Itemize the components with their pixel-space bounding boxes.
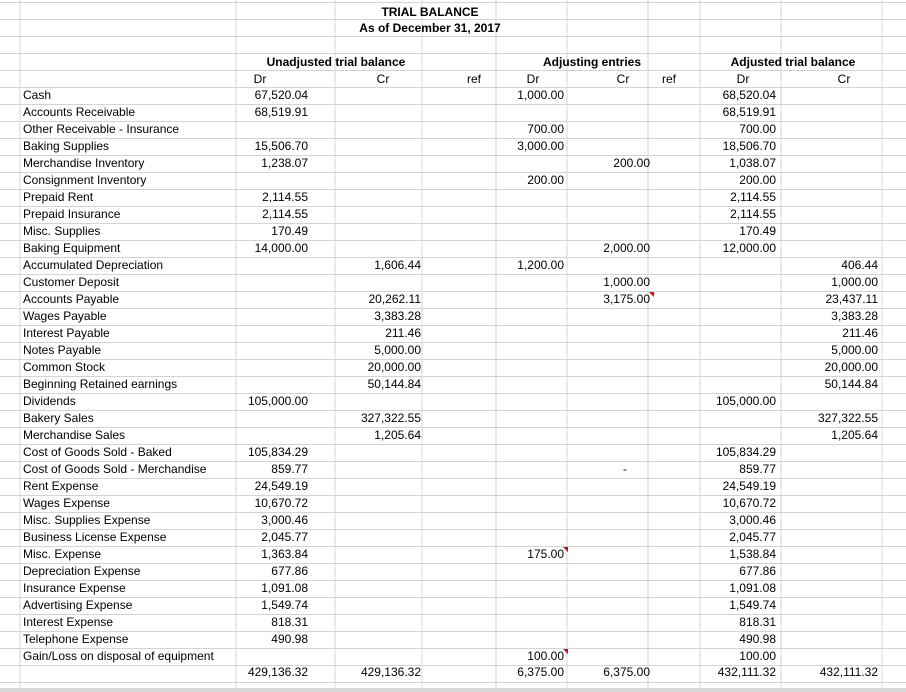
- unadjusted-dr-cell[interactable]: [210, 376, 308, 392]
- adjusting-dr-cell[interactable]: [468, 461, 564, 477]
- adjusted-dr-cell[interactable]: 18,506.70: [722, 139, 776, 153]
- account-label[interactable]: Misc. Expense: [23, 547, 102, 561]
- unadjusted-dr-cell[interactable]: 24,549.19: [254, 479, 308, 493]
- adjusting-dr-cell[interactable]: [468, 614, 564, 630]
- adjusted-cr-cell[interactable]: 50,144.84: [824, 377, 878, 391]
- adjusting-dr-cell[interactable]: 1,200.00: [517, 258, 564, 272]
- adjusting-dr-cell[interactable]: [468, 529, 564, 545]
- adjusting-dr-cell[interactable]: 3,000.00: [517, 139, 564, 153]
- account-label[interactable]: Telephone Expense: [23, 632, 129, 646]
- sheet-subtitle: As of December 31, 2017: [359, 21, 501, 35]
- account-label[interactable]: Beginning Retained earnings: [23, 377, 178, 391]
- adjusting-cr-cell[interactable]: [554, 614, 650, 630]
- adjusted-cr-cell[interactable]: 23,437.11: [825, 292, 878, 306]
- unadjusted-dr-cell[interactable]: 3,000.46: [261, 513, 308, 527]
- total-unadjusted-cr[interactable]: 429,136.32: [360, 665, 421, 679]
- adjusted-cr-cell[interactable]: 1,000.00: [831, 275, 878, 289]
- unadjusted-cr-cell[interactable]: [322, 529, 421, 545]
- adjusted-dr-cell[interactable]: 1,549.74: [729, 598, 776, 612]
- unadjusted-dr-cell[interactable]: 2,114.55: [262, 207, 308, 221]
- account-label[interactable]: Bakery Sales: [23, 411, 94, 425]
- adjusted-cr-cell[interactable]: [780, 87, 878, 103]
- adjusted-dr-cell[interactable]: [680, 376, 776, 392]
- total-adjusting-dr[interactable]: 6,375.00: [517, 665, 564, 679]
- adjusted-cr-cell[interactable]: 211.46: [842, 326, 878, 340]
- account-label[interactable]: Misc. Supplies Expense: [23, 513, 151, 527]
- unadjusted-cr-cell[interactable]: [322, 206, 421, 222]
- unadjusted-dr-cell[interactable]: [210, 121, 308, 137]
- account-label[interactable]: Advertising Expense: [23, 598, 133, 612]
- adjusting-cr-cell[interactable]: [554, 104, 650, 120]
- adjusting-dr-cell[interactable]: [468, 359, 564, 375]
- adjusting-cr-cell[interactable]: [554, 495, 650, 511]
- unadjusted-cr-cell[interactable]: [322, 444, 421, 460]
- header-adjusting: Adjusting entries: [542, 55, 641, 69]
- col-header-adjusted-dr: Dr: [736, 72, 750, 86]
- unadjusted-dr-cell[interactable]: 2,045.77: [261, 530, 308, 544]
- adjusting-cr-cell[interactable]: [554, 597, 650, 613]
- adjusting-cr-cell[interactable]: [554, 359, 650, 375]
- unadjusted-cr-cell[interactable]: [322, 495, 421, 511]
- adjusted-dr-cell[interactable]: 700.00: [739, 122, 776, 136]
- unadjusted-cr-cell[interactable]: [322, 597, 421, 613]
- unadjusted-dr-cell[interactable]: 10,670.72: [254, 496, 308, 510]
- sheet-bottom-edge: [0, 688, 906, 692]
- adjusted-dr-cell[interactable]: [680, 257, 776, 273]
- adjusting-dr-cell[interactable]: [468, 478, 564, 494]
- adjusting-cr-cell[interactable]: [554, 189, 650, 205]
- unadjusted-cr-cell[interactable]: 211.46: [385, 326, 421, 340]
- adjusted-dr-cell[interactable]: 3,000.46: [729, 513, 776, 527]
- adjusting-dr-cell[interactable]: [468, 308, 564, 324]
- unadjusted-cr-cell[interactable]: [322, 614, 421, 630]
- account-label[interactable]: Common Stock: [23, 360, 106, 374]
- adjusted-dr-cell[interactable]: 2,114.55: [730, 207, 776, 221]
- adjusted-cr-cell[interactable]: [780, 206, 878, 222]
- unadjusted-cr-cell[interactable]: [322, 648, 421, 664]
- adjusted-dr-cell[interactable]: 859.77: [739, 462, 776, 476]
- unadjusted-dr-cell[interactable]: 2,114.55: [262, 190, 308, 204]
- unadjusted-cr-cell[interactable]: [322, 631, 421, 647]
- adjusted-cr-cell[interactable]: [780, 529, 878, 545]
- adjusting-cr-cell[interactable]: [554, 478, 650, 494]
- adjusted-dr-cell[interactable]: 200.00: [739, 173, 776, 187]
- adjusted-cr-cell[interactable]: [780, 393, 878, 409]
- adjusted-cr-cell[interactable]: 20,000.00: [824, 360, 878, 374]
- account-label[interactable]: Misc. Supplies: [23, 224, 101, 238]
- total-adjusted-dr[interactable]: 432,111.32: [717, 665, 776, 679]
- adjusted-dr-cell[interactable]: [680, 427, 776, 443]
- adjusting-dash-cell[interactable]: -: [623, 462, 627, 476]
- unadjusted-cr-cell[interactable]: 20,262.11: [368, 292, 421, 306]
- adjusted-cr-cell[interactable]: [780, 461, 878, 477]
- unadjusted-cr-cell[interactable]: 5,000.00: [374, 343, 421, 357]
- account-label[interactable]: Wages Expense: [23, 496, 110, 510]
- adjusted-dr-cell[interactable]: 170.49: [739, 224, 776, 238]
- unadjusted-cr-cell[interactable]: [322, 87, 421, 103]
- unadjusted-dr-cell[interactable]: 68,519.91: [254, 105, 308, 119]
- adjusting-cr-cell[interactable]: [554, 529, 650, 545]
- unadjusted-dr-cell[interactable]: 15,506.70: [254, 139, 308, 153]
- adjusted-cr-cell[interactable]: [780, 172, 878, 188]
- unadjusted-dr-cell[interactable]: [210, 257, 308, 273]
- unadjusted-dr-cell[interactable]: 677.86: [271, 564, 308, 578]
- header-unadjusted: Unadjusted trial balance: [266, 55, 406, 69]
- adjusting-dr-cell[interactable]: [468, 393, 564, 409]
- comment-indicator[interactable]: 100.00: [527, 649, 564, 663]
- unadjusted-dr-cell[interactable]: 859.77: [271, 462, 308, 476]
- adjusted-cr-cell[interactable]: 327,322.55: [817, 411, 878, 425]
- account-label[interactable]: Notes Payable: [23, 343, 102, 357]
- unadjusted-cr-cell[interactable]: [322, 138, 421, 154]
- adjusting-dr-cell[interactable]: [468, 631, 564, 647]
- adjusting-dr-cell[interactable]: [468, 410, 564, 426]
- unadjusted-dr-cell[interactable]: 1,363.84: [261, 547, 308, 561]
- adjusting-cr-cell[interactable]: [554, 393, 650, 409]
- account-label[interactable]: Accounts Payable: [23, 292, 120, 306]
- unadjusted-cr-cell[interactable]: [322, 461, 421, 477]
- adjusting-dr-cell[interactable]: [468, 580, 564, 596]
- adjusted-cr-cell[interactable]: [780, 138, 878, 154]
- unadjusted-cr-cell[interactable]: [322, 274, 421, 290]
- adjusting-cr-cell[interactable]: [554, 444, 650, 460]
- adjusting-dr-cell[interactable]: [468, 444, 564, 460]
- adjusting-dr-cell[interactable]: [468, 325, 564, 341]
- unadjusted-dr-cell[interactable]: 490.98: [271, 632, 308, 646]
- adjusted-dr-cell[interactable]: 105,000.00: [715, 394, 776, 408]
- adjusting-dr-cell[interactable]: [468, 597, 564, 613]
- account-label[interactable]: Cost of Goods Sold - Baked: [23, 445, 172, 459]
- unadjusted-dr-cell[interactable]: 818.31: [271, 615, 308, 629]
- adjusted-cr-cell[interactable]: [780, 104, 878, 120]
- unadjusted-cr-cell[interactable]: [322, 189, 421, 205]
- account-label[interactable]: Cost of Goods Sold - Merchandise: [23, 462, 207, 476]
- unadjusted-cr-cell[interactable]: [322, 155, 421, 171]
- adjusting-cr-cell[interactable]: [554, 138, 650, 154]
- adjusting-cr-cell[interactable]: [554, 325, 650, 341]
- unadjusted-dr-cell[interactable]: [210, 325, 308, 341]
- account-label[interactable]: Customer Deposit: [23, 275, 120, 289]
- unadjusted-dr-cell[interactable]: 1,091.08: [261, 581, 308, 595]
- account-label[interactable]: Baking Equipment: [23, 241, 121, 255]
- unadjusted-cr-cell[interactable]: [322, 546, 421, 562]
- unadjusted-dr-cell[interactable]: 105,000.00: [247, 394, 308, 408]
- col-header-unadjusted-dr: Dr: [253, 72, 267, 86]
- account-label[interactable]: Wages Payable: [23, 309, 107, 323]
- adjusted-cr-cell[interactable]: [780, 563, 878, 579]
- adjusting-cr-cell[interactable]: [554, 546, 650, 562]
- adjusting-cr-cell[interactable]: [554, 461, 650, 477]
- adjusted-dr-cell[interactable]: 24,549.19: [722, 479, 776, 493]
- adjusting-dr-cell[interactable]: [468, 155, 564, 171]
- adjusting-cr-cell[interactable]: [554, 121, 650, 137]
- sheet-title: TRIAL BALANCE: [381, 5, 479, 19]
- unadjusted-dr-cell[interactable]: [210, 172, 308, 188]
- adjusted-dr-cell[interactable]: [680, 410, 776, 426]
- adjusting-dr-cell[interactable]: [468, 376, 564, 392]
- unadjusted-cr-cell[interactable]: [322, 563, 421, 579]
- account-label[interactable]: Interest Expense: [23, 615, 114, 629]
- unadjusted-cr-cell[interactable]: [322, 121, 421, 137]
- adjusting-dr-cell[interactable]: [468, 291, 564, 307]
- adjusted-dr-cell[interactable]: [680, 308, 776, 324]
- account-label[interactable]: Dividends: [23, 394, 76, 408]
- adjusted-dr-cell[interactable]: [680, 359, 776, 375]
- adjusted-cr-cell[interactable]: [780, 631, 878, 647]
- account-label[interactable]: Baking Supplies: [23, 139, 110, 153]
- unadjusted-cr-cell[interactable]: [322, 580, 421, 596]
- account-label[interactable]: Gain/Loss on disposal of equipment: [23, 649, 214, 663]
- unadjusted-cr-cell[interactable]: [322, 512, 421, 528]
- adjusted-dr-cell[interactable]: 490.98: [739, 632, 776, 646]
- adjusted-cr-cell[interactable]: [780, 648, 878, 664]
- unadjusted-dr-cell[interactable]: [210, 427, 308, 443]
- adjusted-cr-cell[interactable]: [780, 121, 878, 137]
- unadjusted-cr-cell[interactable]: 327,322.55: [360, 411, 421, 425]
- unadjusted-dr-cell[interactable]: 67,520.04: [254, 88, 308, 102]
- adjusting-cr-cell[interactable]: [554, 580, 650, 596]
- adjusted-cr-cell[interactable]: 406.44: [841, 258, 878, 272]
- comment-indicator[interactable]: 175.00: [527, 547, 564, 561]
- adjusted-cr-cell[interactable]: 1,205.64: [831, 428, 878, 442]
- account-label[interactable]: Other Receivable - Insurance: [23, 122, 180, 136]
- total-adjusted-cr[interactable]: 432,111.32: [819, 665, 878, 679]
- adjusting-cr-cell[interactable]: [554, 512, 650, 528]
- adjusting-cr-cell[interactable]: [554, 648, 650, 664]
- adjusted-cr-cell[interactable]: [780, 546, 878, 562]
- adjusting-dr-cell[interactable]: [468, 563, 564, 579]
- unadjusted-cr-cell[interactable]: 50,144.84: [367, 377, 421, 391]
- adjusting-cr-cell[interactable]: [554, 427, 650, 443]
- unadjusted-dr-cell[interactable]: [210, 342, 308, 358]
- account-label[interactable]: Accumulated Depreciation: [23, 258, 164, 272]
- adjusted-cr-cell[interactable]: [780, 155, 878, 171]
- adjusting-dr-cell[interactable]: [468, 427, 564, 443]
- account-label[interactable]: Accounts Receivable: [23, 105, 136, 119]
- adjusting-dr-cell[interactable]: [468, 546, 564, 562]
- adjusted-dr-cell[interactable]: 1,091.08: [729, 581, 776, 595]
- account-label[interactable]: Interest Payable: [23, 326, 110, 340]
- adjusted-dr-cell[interactable]: 677.86: [739, 564, 776, 578]
- adjusting-cr-cell[interactable]: [554, 410, 650, 426]
- adjusting-cr-cell[interactable]: [554, 291, 650, 307]
- adjusted-dr-cell[interactable]: 68,520.04: [722, 88, 776, 102]
- adjusting-cr-cell[interactable]: 200.00: [613, 156, 650, 170]
- account-label[interactable]: Rent Expense: [23, 479, 99, 493]
- unadjusted-cr-cell[interactable]: [322, 393, 421, 409]
- adjusting-dr-cell[interactable]: 200.00: [527, 173, 564, 187]
- adjusted-dr-cell[interactable]: [680, 325, 776, 341]
- col-header-adjusting-cr: Cr: [616, 72, 630, 86]
- adjusted-dr-cell[interactable]: [680, 342, 776, 358]
- total-unadjusted-dr[interactable]: 429,136.32: [247, 665, 308, 679]
- account-label[interactable]: Business License Expense: [23, 530, 167, 544]
- adjusting-dr-cell[interactable]: [468, 223, 564, 239]
- adjusted-cr-cell[interactable]: [780, 478, 878, 494]
- header-adjusted: Adjusted trial balance: [730, 55, 856, 69]
- adjusted-cr-cell[interactable]: [780, 240, 878, 256]
- adjusting-dr-cell[interactable]: [468, 495, 564, 511]
- total-adjusting-cr[interactable]: 6,375.00: [603, 665, 650, 679]
- adjusted-cr-cell[interactable]: [780, 614, 878, 630]
- adjusted-dr-cell[interactable]: 1,538.84: [729, 547, 776, 561]
- adjusted-dr-cell[interactable]: [680, 274, 776, 290]
- adjusted-cr-cell[interactable]: [780, 223, 878, 239]
- adjusting-dr-cell[interactable]: [468, 240, 564, 256]
- adjusting-dr-cell[interactable]: [468, 206, 564, 222]
- unadjusted-dr-cell[interactable]: [210, 410, 308, 426]
- col-header-ref-2: ref: [661, 72, 676, 86]
- adjusting-dr-cell[interactable]: [468, 274, 564, 290]
- adjusting-cr-cell[interactable]: [554, 206, 650, 222]
- account-label[interactable]: Merchandise Sales: [23, 428, 126, 442]
- adjusting-dr-cell[interactable]: 1,000.00: [517, 88, 564, 102]
- col-header-adjusted-cr: Cr: [837, 72, 851, 86]
- adjusting-cr-cell[interactable]: [554, 172, 650, 188]
- account-label[interactable]: Prepaid Rent: [23, 190, 94, 204]
- account-label[interactable]: Cash: [23, 88, 52, 102]
- unadjusted-cr-cell[interactable]: [322, 172, 421, 188]
- adjusted-cr-cell[interactable]: 5,000.00: [831, 343, 878, 357]
- adjusted-cr-cell[interactable]: [780, 597, 878, 613]
- unadjusted-dr-cell[interactable]: [210, 291, 308, 307]
- adjusted-dr-cell[interactable]: 10,670.72: [722, 496, 776, 510]
- adjusted-cr-cell[interactable]: 3,383.28: [831, 309, 878, 323]
- adjusted-dr-cell[interactable]: 68,519.91: [722, 105, 776, 119]
- unadjusted-dr-cell[interactable]: [210, 274, 308, 290]
- adjusted-dr-cell[interactable]: 100.00: [739, 649, 776, 663]
- unadjusted-cr-cell[interactable]: [322, 223, 421, 239]
- adjusted-cr-cell[interactable]: [780, 495, 878, 511]
- unadjusted-dr-cell[interactable]: [210, 648, 308, 664]
- account-label[interactable]: Depreciation Expense: [23, 564, 141, 578]
- adjusting-cr-cell[interactable]: 2,000.00: [603, 241, 650, 255]
- adjusting-cr-cell[interactable]: [554, 257, 650, 273]
- adjusting-dr-cell[interactable]: [468, 104, 564, 120]
- adjusting-dr-cell[interactable]: [468, 512, 564, 528]
- adjusted-dr-cell[interactable]: 1,038.07: [729, 156, 776, 170]
- adjusting-cr-cell[interactable]: [554, 376, 650, 392]
- adjusting-dr-cell[interactable]: 700.00: [527, 122, 564, 136]
- adjusting-cr-cell[interactable]: [554, 223, 650, 239]
- adjusted-dr-cell[interactable]: 2,045.77: [729, 530, 776, 544]
- adjusted-dr-cell[interactable]: 2,114.55: [730, 190, 776, 204]
- adjusted-cr-cell[interactable]: [780, 512, 878, 528]
- adjusting-cr-cell[interactable]: 1,000.00: [603, 275, 650, 289]
- unadjusted-cr-cell[interactable]: [322, 104, 421, 120]
- unadjusted-cr-cell[interactable]: 3,383.28: [374, 309, 421, 323]
- adjusting-cr-cell[interactable]: [554, 87, 650, 103]
- account-label[interactable]: Insurance Expense: [23, 581, 126, 595]
- unadjusted-cr-cell[interactable]: [322, 478, 421, 494]
- adjusting-dr-cell[interactable]: [468, 189, 564, 205]
- adjusted-cr-cell[interactable]: [780, 189, 878, 205]
- adjusting-cr-cell[interactable]: [554, 563, 650, 579]
- unadjusted-dr-cell[interactable]: [210, 359, 308, 375]
- unadjusted-cr-cell[interactable]: 1,606.44: [374, 258, 421, 272]
- unadjusted-dr-cell[interactable]: 105,834.29: [247, 445, 308, 459]
- adjusted-cr-cell[interactable]: [780, 580, 878, 596]
- adjusted-cr-cell[interactable]: [780, 444, 878, 460]
- unadjusted-cr-cell[interactable]: 1,205.64: [374, 428, 421, 442]
- account-label[interactable]: Merchandise Inventory: [23, 156, 145, 170]
- adjusting-cr-cell[interactable]: [554, 631, 650, 647]
- unadjusted-cr-cell[interactable]: 20,000.00: [367, 360, 421, 374]
- unadjusted-dr-cell[interactable]: 170.49: [271, 224, 308, 238]
- adjusted-dr-cell[interactable]: [680, 291, 776, 307]
- adjusted-dr-cell[interactable]: 12,000.00: [722, 241, 776, 255]
- adjusting-cr-cell[interactable]: [554, 308, 650, 324]
- adjusting-cr-cell[interactable]: [554, 342, 650, 358]
- unadjusted-dr-cell[interactable]: 1,549.74: [261, 598, 308, 612]
- unadjusted-dr-cell[interactable]: 1,238.07: [261, 156, 308, 170]
- adjusting-dr-cell[interactable]: [468, 342, 564, 358]
- col-header-ref-1: ref: [466, 72, 481, 86]
- col-header-adjusting-dr: Dr: [526, 72, 540, 86]
- unadjusted-dr-cell[interactable]: [210, 308, 308, 324]
- adjusted-dr-cell[interactable]: 105,834.29: [715, 445, 776, 459]
- adjusting-dr-cell[interactable]: [468, 648, 564, 664]
- comment-indicator[interactable]: 3,175.00: [603, 292, 650, 306]
- unadjusted-cr-cell[interactable]: [322, 240, 421, 256]
- unadjusted-dr-cell[interactable]: 14,000.00: [254, 241, 308, 255]
- account-label[interactable]: Prepaid Insurance: [23, 207, 121, 221]
- account-label[interactable]: Consignment Inventory: [23, 173, 147, 187]
- adjusted-dr-cell[interactable]: 818.31: [739, 615, 776, 629]
- col-header-unadjusted-cr: Cr: [376, 72, 390, 86]
